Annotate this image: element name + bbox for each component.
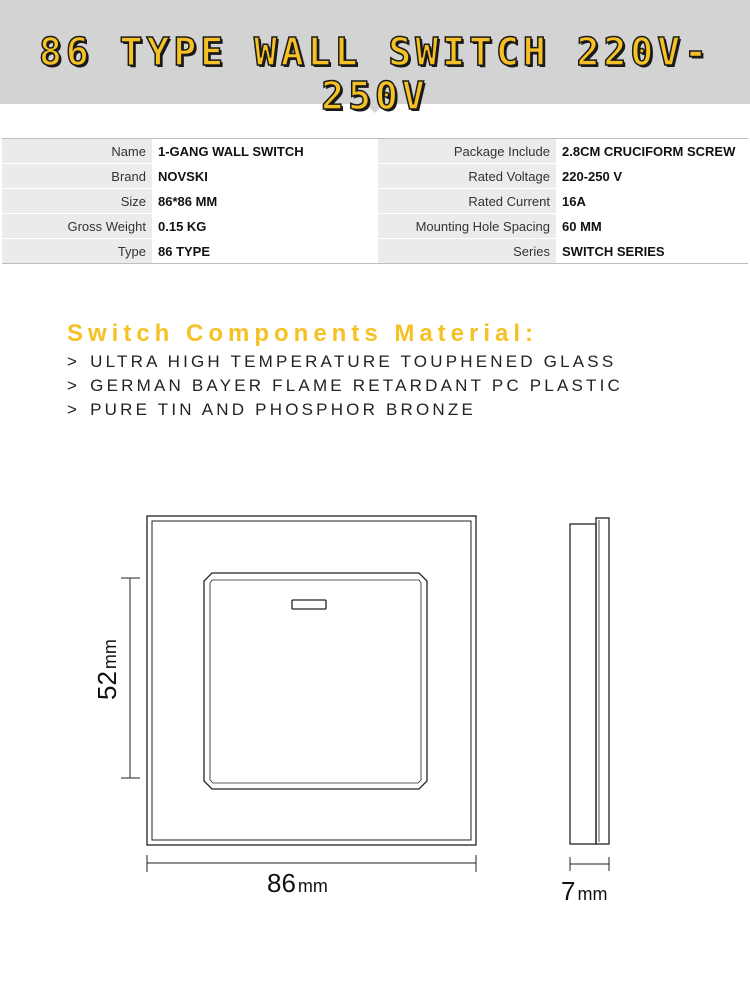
spec-label: Name (2, 139, 152, 164)
switch-front-view (147, 516, 476, 845)
spec-value: 2.8CM CRUCIFORM SCREW (556, 139, 748, 164)
side-body (570, 524, 596, 844)
height-label (92, 639, 122, 700)
material-text: PURE TIN AND PHOSPHOR BRONZE (90, 400, 477, 419)
spec-value: 86 TYPE (152, 239, 378, 264)
spec-label: Brand (2, 164, 152, 189)
spec-value: 60 MM (556, 214, 748, 239)
spec-label: Size (2, 189, 152, 214)
material-text: GERMAN BAYER FLAME RETARDANT PC PLASTIC (90, 376, 624, 395)
spec-label: Type (2, 239, 152, 264)
side-panel (596, 518, 609, 844)
spec-value: 86*86 MM (152, 189, 378, 214)
width-dimension (147, 855, 476, 872)
spec-value: 1-GANG WALL SWITCH (152, 139, 378, 164)
bullet-arrow-icon: > (67, 352, 81, 371)
spec-label: Rated Voltage (378, 164, 556, 189)
rocker-inner-bevel (210, 580, 421, 783)
height-unit: mm (100, 639, 120, 670)
switch-side-view (570, 518, 609, 844)
spec-value: 220-250 V (556, 164, 748, 189)
spec-value: SWITCH SERIES (556, 239, 748, 264)
width-unit: mm (297, 876, 328, 896)
spec-value: NOVSKI (152, 164, 378, 189)
depth-dimension (570, 857, 609, 871)
spec-label: Mounting Hole Spacing (378, 214, 556, 239)
width-label (267, 868, 328, 898)
width-value: 86 (267, 868, 296, 898)
spec-label: Series (378, 239, 556, 264)
bullet-arrow-icon: > (67, 400, 81, 419)
depth-unit: mm (577, 884, 608, 904)
page-title: 86 TYPE WALL SWITCH 220V-250V (39, 30, 711, 118)
depth-value: 7 (561, 876, 576, 906)
indicator-light (292, 600, 326, 609)
height-value: 52 (92, 671, 122, 700)
bullet-arrow-icon: > (67, 376, 81, 395)
spec-label: Rated Current (378, 189, 556, 214)
material-text: ULTRA HIGH TEMPERATURE TOUPHENED GLASS (90, 352, 617, 371)
spec-value: 0.15 KG (152, 214, 378, 239)
spec-label: Gross Weight (2, 214, 152, 239)
switch-inner-frame (152, 521, 471, 840)
materials-title: Switch Components Material: (67, 320, 539, 347)
spec-value: 16A (556, 189, 748, 214)
height-dimension (121, 578, 140, 778)
rocker-button (204, 573, 427, 789)
depth-label (561, 876, 607, 906)
spec-label: Package Include (378, 139, 556, 164)
